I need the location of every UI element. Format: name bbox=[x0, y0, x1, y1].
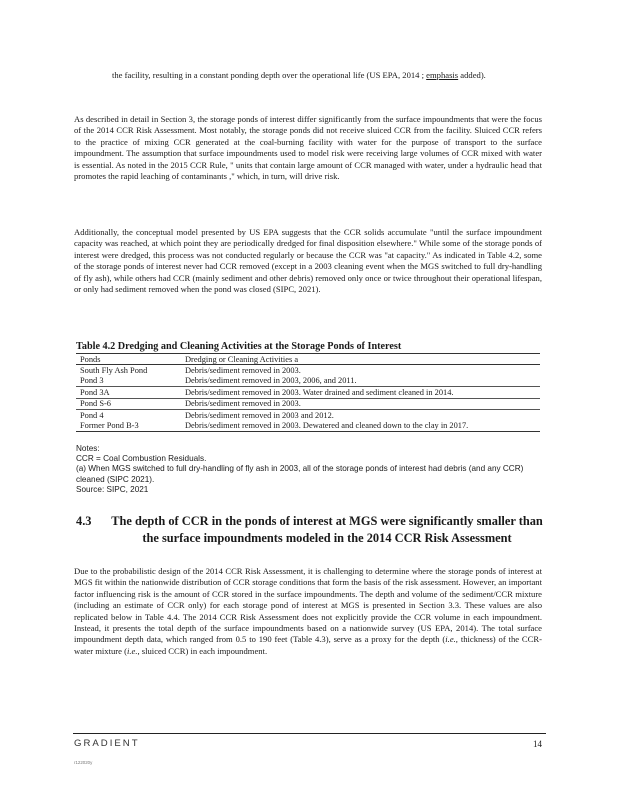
gradient-logo: GRADIENT bbox=[74, 738, 140, 749]
italic-ie: i.e. bbox=[126, 645, 138, 656]
table-source: Source: SIPC, 2021 bbox=[76, 484, 149, 494]
paragraph-text: , thickness) of the CCR-water mixture ( bbox=[74, 634, 542, 656]
emphasis-underlined: emphasis bbox=[426, 70, 459, 80]
table-cell: Debris/sediment removed in 2003. bbox=[185, 365, 301, 375]
table-row bbox=[76, 398, 540, 409]
italic-ie: i.e. bbox=[445, 634, 456, 645]
table-row bbox=[76, 376, 540, 387]
page-number: 14 bbox=[533, 739, 542, 749]
table-row bbox=[76, 387, 540, 398]
table-cell: Debris/sediment removed in 2003, 2006, and 2011. bbox=[181, 376, 540, 387]
footer-divider bbox=[73, 733, 546, 734]
table-header-row bbox=[76, 354, 540, 365]
table-cell: South Fly Ash Pond bbox=[80, 365, 148, 375]
note-a: (a) When MGS switched to full dry-handling of fly ash in 2003, all of the storage ponds of interest had debris (and any CCR) cleaned (SIPC 2021). bbox=[76, 464, 524, 484]
paragraph-as-described: As described in detail in Section 3, the storage ponds of interest differ significantly from the surface impoundments that were the focus of the 2014 CCR Risk Assessment. Most notably, the storage ponds did not receive sluiced CCR from the facility. Sluiced CCR refers to the practice of mixing CCR generated at the coal-burning facility with water for the purpose of transport to the surface impoundment. The assumption that surface impoundments used to model risk were receiving large volumes of CCR mixed with water is essential. As noted in the 2015 CCR Rule, " units that contain large amount of CCR managed with water, under a hydraulic head that promotes the rapid leaching of contaminants ," which, in turn, will drive risk. bbox=[74, 114, 542, 182]
table-cell: Debris/sediment removed in 2003. Water drained and sediment cleaned in 2014. bbox=[181, 387, 540, 398]
paragraph-additionally: Additionally, the conceptual model presented by US EPA suggests that the CCR solids accumulate "until the surface impoundment capacity was reached, at which point they are periodically dredged for final disposition elsewhere." While some of the storage ponds of interest were dredged, this process was not conducted regularly or because the CCR was "at capacity." As indicated in Table 4.2, some of the storage ponds of interest never had CCR removed (except in a 2003 cleaning event when the MGS switched to full dry-handling of fly ash), while others had CCR (mainly sediment and other debris) removed only once or twice throughout their operational lifespan, or only had sediment removed when the pond was closed (SIPC, 2021). bbox=[74, 227, 542, 295]
table-row bbox=[76, 410, 540, 421]
intro-text-end: added). bbox=[458, 70, 486, 80]
table-4-2 bbox=[76, 353, 540, 432]
table-notes bbox=[76, 444, 536, 495]
notes-label: Notes: bbox=[76, 444, 100, 453]
paragraph-text: , sluiced CCR) in each impoundment. bbox=[137, 645, 268, 656]
paragraph-text: Due to the probabilistic design of the 2014 CCR Risk Assessment, it is challenging to determine where the storage ponds of interest at MGS fit within the nationwide distribution of CCR storage conditions that form the basis of the risk assessment. However, an important factor influencing risk is the amount of CCR stored in the surface impoundments. The depth and volume of the sediment/CCR mixture (including an estimate of CCR only) for each storage pond of interest at MGS is presented in Section 3.3. These values are also replicated below in Table 4.4. The 2014 CCR Risk Assessment does not explicitly provide the CCR volume in each impoundment. Instead, it presents the total depth of the surface impoundments based on a nationwide survey (US EPA, 2014). The total surface impoundment depth data, which ranged from 0.5 to 190 feet (Table 4.3), serve as a proxy for the depth ( bbox=[74, 566, 542, 645]
table-cell: Debris/sediment removed in 2003. bbox=[181, 398, 540, 409]
table-row bbox=[76, 420, 540, 431]
table-4-2-title: Table 4.2 Dredging and Cleaning Activities at the Storage Ponds of Interest bbox=[76, 341, 402, 352]
table-cell: Debris/sediment removed in 2003 and 2012. bbox=[185, 410, 334, 420]
table-cell: Pond 3A bbox=[76, 387, 181, 398]
table-cell: Pond S-6 bbox=[76, 398, 181, 409]
note-ccr: CCR = Coal Combustion Residuals. bbox=[76, 454, 207, 464]
intro-text: the facility, resulting in a constant ponding depth over the operational life (US EPA, 2014 ; bbox=[112, 70, 427, 80]
section-number: 4.3 bbox=[76, 514, 92, 528]
table-cell: Debris/sediment removed in 2003. Dewatered and cleaned down to the clay in 2017. bbox=[181, 420, 540, 431]
table-cell: Former Pond B-3 bbox=[76, 420, 181, 431]
table-cell: Pond 3 bbox=[76, 376, 181, 387]
paragraph-due-to bbox=[74, 566, 542, 657]
intro-fragment bbox=[112, 70, 522, 81]
table-header-ponds: Ponds bbox=[76, 354, 181, 365]
table-header-activities: Dredging or Cleaning Activities a bbox=[181, 354, 540, 365]
table-row bbox=[76, 365, 540, 376]
section-title: The depth of CCR in the ponds of interest at MGS were significantly smaller than the surface impoundments modeled in the 2014 CCR Risk Assessment bbox=[111, 514, 543, 545]
table-cell: Pond 4 bbox=[80, 410, 104, 420]
document-id: r122020y bbox=[74, 760, 93, 765]
